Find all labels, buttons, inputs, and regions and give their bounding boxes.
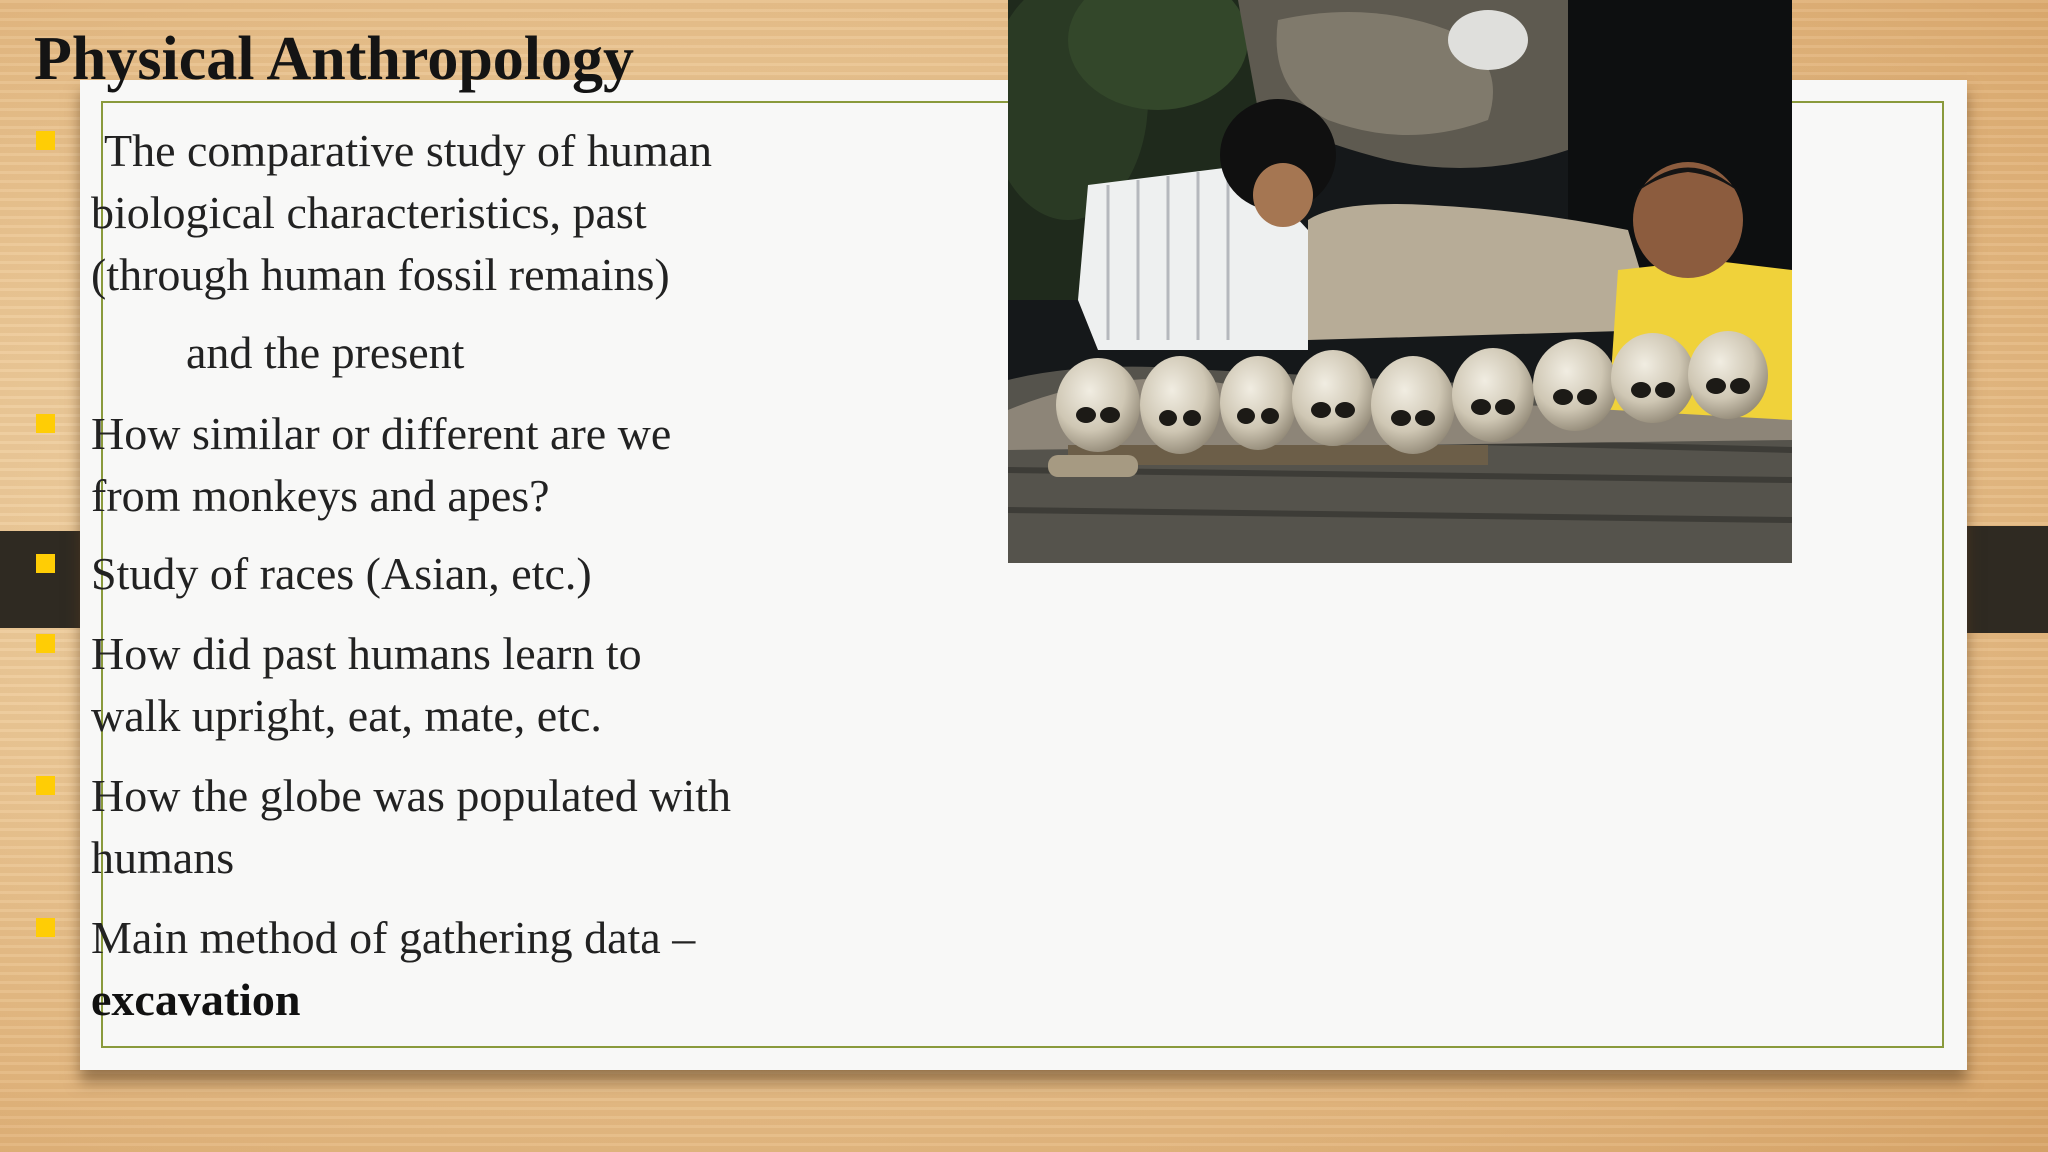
bullet-marker: [36, 634, 55, 653]
bullet-3-line-1: Study of races (Asian, etc.): [91, 548, 592, 599]
bullet-5-line-2: humans: [91, 832, 235, 883]
bullet-4-line-2: walk upright, eat, mate, etc.: [91, 690, 602, 741]
bullet-1-line-3: (through human fossil remains): [91, 249, 670, 300]
bullet-4-line-1: How did past humans learn to: [91, 628, 642, 679]
bullet-1-line-1: The comparative study of human: [104, 125, 713, 176]
bullet-6-bold-term: excavation: [91, 974, 301, 1025]
bullet-6-line-1: Main method of gathering data –: [91, 912, 696, 963]
bullet-marker: [36, 131, 55, 150]
bullet-marker: [36, 776, 55, 795]
bullet-2-line-1: How similar or different are we: [91, 408, 672, 459]
bullet-marker: [36, 918, 55, 937]
bullet-marker: [36, 414, 55, 433]
bullet-1-line-2: biological characteristics, past: [91, 187, 647, 238]
bullet-2-line-2: from monkeys and apes?: [91, 470, 550, 521]
slide-title: Physical Anthropology: [34, 25, 635, 93]
skulls-excavation-photo: [1008, 0, 1792, 563]
bullet-5-line-1: How the globe was populated with: [91, 770, 732, 821]
bullet-marker: [36, 554, 55, 573]
bullet-1-continuation: and the present: [186, 327, 465, 378]
